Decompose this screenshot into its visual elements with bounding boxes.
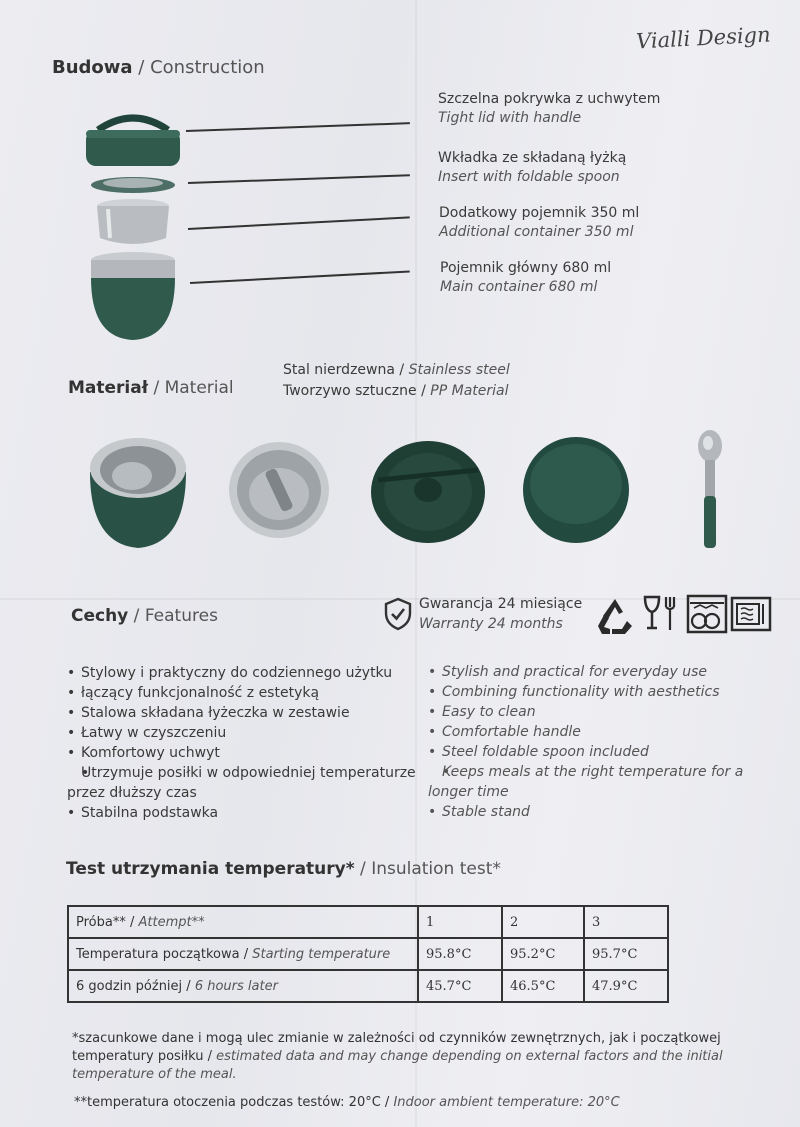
features-list-pl xyxy=(67,663,417,823)
row-label-en: Starting temperature xyxy=(252,946,391,962)
feature-item-pl: • Stylowy i praktyczny do codziennego użytku xyxy=(67,663,417,683)
material-steel-line xyxy=(283,362,510,378)
table-cell: 47.9°C xyxy=(584,970,668,1002)
main-container-photo xyxy=(86,432,190,550)
part-label-pl: Wkładka ze składaną łyżką xyxy=(438,150,627,166)
feature-item-en: • Combining functionality with aesthetics xyxy=(428,682,788,702)
table-cell: 95.8°C xyxy=(418,938,502,970)
exploded-product-illustration xyxy=(78,110,188,345)
title-separator: / xyxy=(203,1049,217,1064)
title-separator: / xyxy=(182,978,195,994)
small-container-shine xyxy=(108,209,110,238)
feature-item-pl: • Łatwy w czyszczeniu xyxy=(67,723,417,743)
brand-logo: Vialli Design xyxy=(635,22,772,54)
part-label-en: Additional container 350 ml xyxy=(439,224,634,240)
title-separator: / xyxy=(380,1095,394,1110)
warranty-en: Warranty 24 months xyxy=(419,616,563,632)
dishwasher-icon xyxy=(686,594,728,634)
part-label-pl: Dodatkowy pojemnik 350 ml xyxy=(439,205,640,221)
recycle-icon xyxy=(594,596,636,636)
lid-hub xyxy=(414,478,442,502)
spoon-handle xyxy=(704,496,716,548)
material-plastic-pl: Tworzywo sztuczne xyxy=(283,383,417,399)
container-reflection xyxy=(112,462,152,490)
footnote-estimated-data xyxy=(72,1030,772,1084)
title-separator: / xyxy=(394,362,409,378)
feature-item-en: • Steel foldable spoon included xyxy=(428,742,788,762)
lid-top-photo xyxy=(370,440,486,544)
row-label-pl: Temperatura początkowa xyxy=(76,946,240,962)
part-label-insert xyxy=(438,150,626,185)
table-cell: 45.7°C xyxy=(418,970,502,1002)
table-header-cell: 3 xyxy=(584,906,668,938)
title-separator: / xyxy=(354,859,372,879)
part-label-additional-container xyxy=(439,205,639,240)
table-header-row xyxy=(68,906,668,938)
table-header-cell: 1 xyxy=(418,906,502,938)
foldable-spoon-photo xyxy=(694,428,726,550)
table-row xyxy=(68,970,668,1002)
title-separator: / xyxy=(148,378,165,398)
part-label-en: Main container 680 ml xyxy=(440,279,598,295)
insert-container-photo xyxy=(227,438,331,542)
title-separator: / xyxy=(239,946,253,962)
main-container-steel xyxy=(91,260,175,280)
table-row xyxy=(68,938,668,970)
material-steel-pl: Stal nierdzewna xyxy=(283,362,395,378)
construction-title-pl: Budowa xyxy=(52,57,133,78)
warranty-pl: Gwarancja 24 miesiące xyxy=(419,596,583,612)
footnote2-en: Indoor ambient temperature: 20°C xyxy=(393,1095,620,1110)
footnote-ambient-temperature xyxy=(74,1094,774,1112)
material-title xyxy=(68,378,234,398)
features-list-en xyxy=(428,662,788,822)
feature-item-pl: • Stalowa składana łyżeczka w zestawie xyxy=(67,703,417,723)
microwave-icon xyxy=(730,594,772,634)
footnote2-pl: **temperatura otoczenia podczas testów: 20°C xyxy=(74,1095,381,1110)
construction-title xyxy=(52,57,265,78)
title-separator: / xyxy=(416,383,431,399)
features-title-en: Features xyxy=(144,606,218,626)
spoon-shine xyxy=(703,436,713,450)
features-title-pl: Cechy xyxy=(71,606,129,626)
table-cell xyxy=(68,938,418,970)
feature-item-en: • Keeps meals at the right temperature for a longer time xyxy=(428,762,788,802)
test-title xyxy=(66,859,501,879)
part-label-pl: Szczelna pokrywka z uchwytem xyxy=(438,91,661,107)
table-cell: 46.5°C xyxy=(502,970,584,1002)
material-plastic-line xyxy=(283,383,509,399)
feature-item-en: • Comfortable handle xyxy=(428,722,788,742)
title-separator: / xyxy=(125,914,139,930)
table-header-cell: 2 xyxy=(502,906,584,938)
material-title-pl: Materiał xyxy=(68,378,149,398)
shield-check-icon xyxy=(384,597,412,631)
feature-item-en: • Easy to clean xyxy=(428,702,788,722)
footnote1-pl: *szacunkowe dane i mogą ulec zmianie w zależności od czynników zewnętrznych, jak i początkowej temperatury posiłku xyxy=(72,1031,721,1064)
feature-item-en: • Stable stand xyxy=(428,802,788,822)
lid-inner xyxy=(530,444,622,524)
insulation-test-table xyxy=(67,905,669,1003)
table-cell xyxy=(68,970,418,1002)
feature-item-pl: • Utrzymuje posiłki w odpowiedniej temperaturze przez dłuższy czas xyxy=(67,763,417,803)
header-pl: Próba** xyxy=(76,914,126,930)
lid-handle xyxy=(98,118,168,130)
test-title-pl: Test utrzymania temperatury* xyxy=(66,859,355,879)
feature-item-en: • Stylish and practical for everyday use xyxy=(428,662,788,682)
part-label-pl: Pojemnik główny 680 ml xyxy=(440,260,612,276)
material-title-en: Material xyxy=(164,378,234,398)
part-label-lid xyxy=(438,91,660,126)
table-cell: 95.2°C xyxy=(502,938,584,970)
feature-item-pl: • Komfortowy uchwyt xyxy=(67,743,417,763)
features-title xyxy=(71,606,218,626)
title-separator: / xyxy=(132,57,151,78)
material-plastic-en: PP Material xyxy=(430,383,509,399)
spoon-neck xyxy=(705,460,715,500)
lid-top xyxy=(86,130,180,138)
construction-title-en: Construction xyxy=(150,57,265,78)
feature-item-pl: • Stabilna podstawka xyxy=(67,803,417,823)
part-label-en: Insert with foldable spoon xyxy=(438,169,620,185)
part-label-main-container xyxy=(440,260,611,295)
test-title-en: Insulation test* xyxy=(371,859,501,879)
table-header-cell xyxy=(68,906,418,938)
table-cell: 95.7°C xyxy=(584,938,668,970)
material-steel-en: Stainless steel xyxy=(408,362,510,378)
food-safe-icon xyxy=(642,594,682,634)
footnote1-en: estimated data and may change depending on external factors and the initial temperature of the meal. xyxy=(72,1049,723,1082)
lid-bottom-photo xyxy=(522,436,630,544)
part-label-en: Tight lid with handle xyxy=(438,110,582,126)
title-separator: / xyxy=(128,606,145,626)
header-en: Attempt** xyxy=(138,914,205,930)
row-label-pl: 6 godzin później xyxy=(76,978,183,994)
feature-item-pl: • łączący funkcjonalność z estetyką xyxy=(67,683,417,703)
row-label-en: 6 hours later xyxy=(194,978,278,994)
main-container-sleeve xyxy=(91,278,175,340)
insert-center xyxy=(103,178,163,188)
